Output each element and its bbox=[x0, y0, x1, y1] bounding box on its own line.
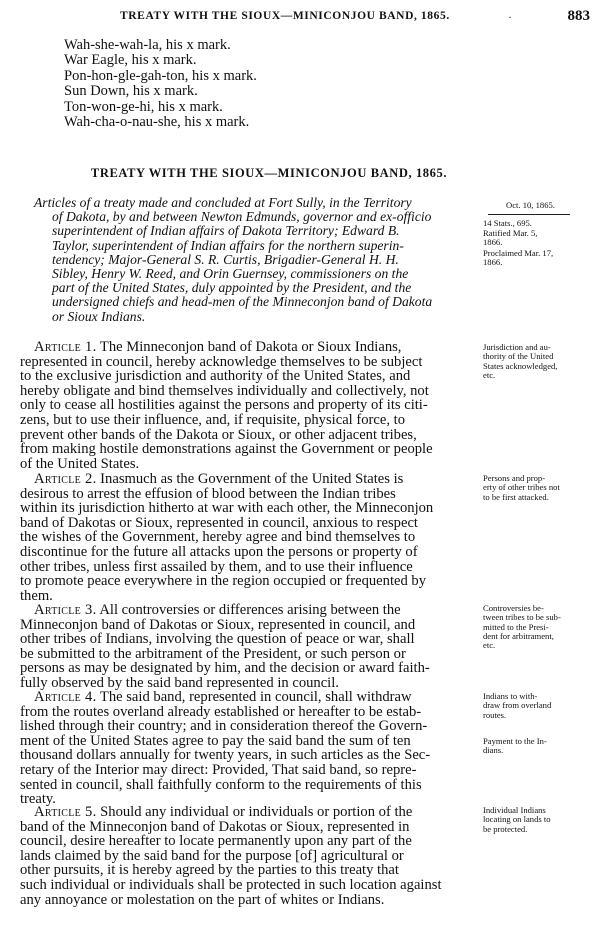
margin-line: Persons and prop- bbox=[483, 473, 546, 483]
margin-line: draw from overland bbox=[483, 700, 552, 711]
preamble-line: undersigned chiefs and head-men of the Minneconjon band of Dakota bbox=[52, 294, 433, 310]
margin-line: erty of other tribes not bbox=[483, 482, 560, 493]
margin-locating bbox=[483, 806, 595, 834]
article-1 bbox=[20, 340, 480, 471]
article-line: to the exclusive jurisdiction and authority of the United States, and bbox=[20, 368, 411, 385]
margin-line: States acknowledged, bbox=[483, 360, 558, 371]
article-line: prevent other bands of the Dakota or Sioux, or other adjacent tribes, bbox=[20, 426, 417, 443]
article-line: the wishes of the Government, hereby agree and bind themselves to bbox=[20, 529, 416, 546]
article-text: The said band, represented in council, shall withdraw bbox=[96, 689, 412, 705]
margin-line: dians. bbox=[483, 745, 504, 756]
margin-line: Individual Indians bbox=[483, 805, 546, 815]
margin-line: to be first attacked. bbox=[483, 491, 549, 502]
article-line: sented in council, shall faithfully conform to the requirements of this bbox=[20, 776, 422, 793]
article-first-line bbox=[20, 340, 480, 355]
article-line: persons as may be designated by him, and the decision or award faith- bbox=[20, 660, 430, 677]
article-line: band of Dakotas or Sioux, represented in council, anxious to respect bbox=[20, 514, 418, 531]
article-first-line bbox=[20, 603, 480, 618]
article-line: fully observed by the said band represented in council. bbox=[20, 674, 339, 691]
article-line: only to cease all hostilities against the persons and property of its citi- bbox=[20, 397, 428, 414]
running-header bbox=[60, 10, 590, 28]
margin-line: be protected. bbox=[483, 823, 528, 834]
article-label: Article 1. bbox=[34, 339, 97, 355]
margin-date-text: Oct. 10, 1865. bbox=[506, 200, 555, 210]
article-line: council, desire hereafter to locate permanently upon any part of the bbox=[20, 833, 412, 850]
article-line: hereby obligate and bind themselves individually and collectively, not bbox=[20, 382, 429, 399]
article-line: thousand dollars annually for twenty years, in such articles as the Sec- bbox=[20, 747, 431, 764]
margin-stats bbox=[483, 219, 595, 228]
article-first-line bbox=[20, 805, 480, 820]
article-text: Should any individual or individuals or portion of the bbox=[96, 804, 413, 820]
preamble-line: tendency; Major-General S. R. Curtis, Brigadier-General H. H. bbox=[52, 251, 399, 267]
preamble-line: Articles of a treaty made and concluded at Fort Sully, in the Territory bbox=[34, 195, 412, 210]
article-line: other tribes of Indians, involving the question of peace or war, shall bbox=[20, 631, 415, 648]
article-text: Inasmuch as the Government of the United States is bbox=[96, 471, 404, 487]
margin-line: Jurisdiction and au- bbox=[483, 342, 551, 352]
signature-line: Pon-hon-gle-gah-ton, his x mark. bbox=[64, 67, 257, 84]
header-title: TREATY WITH THE SIOUX—MINICONJOU BAND, 1865. bbox=[120, 10, 450, 22]
treaty-title: TREATY WITH THE SIOUX—MINICONJOU BAND, 1865. bbox=[90, 166, 448, 180]
article-line: discontinue for the future all attacks upon the persons or property of bbox=[20, 543, 418, 560]
margin-line: Indians to with- bbox=[483, 691, 538, 701]
article-text: All controversies or differences arising between the bbox=[96, 602, 401, 618]
article-4 bbox=[20, 690, 480, 807]
article-first-line bbox=[20, 472, 480, 487]
article-first-line bbox=[20, 690, 480, 705]
article-line: to promote peace everywhere in the region occupied or frequented by bbox=[20, 573, 427, 590]
margin-line: 1866. bbox=[483, 257, 503, 268]
article-line: from the routes overland already established or hereafter to be estab- bbox=[20, 703, 422, 720]
article-line: zens, but to use their influence, and, if requisite, physical force, to bbox=[20, 411, 405, 428]
article-line: represented in council, hereby acknowledge themselves to be subject bbox=[20, 353, 423, 370]
article-line: treaty. bbox=[20, 791, 56, 808]
signature-line: Sun Down, his x mark. bbox=[64, 83, 198, 100]
preamble-line: Sibley, Henry W. Reed, and Orin Guernsey, commissioners on the bbox=[52, 266, 409, 282]
margin-line: locating on lands to bbox=[483, 814, 551, 825]
preamble-line: of Dakota, by and between Newton Edmunds, governor and ex-officio bbox=[52, 209, 432, 225]
article-label: Article 5. bbox=[34, 804, 97, 820]
article-line: other pursuits, it is hereby agreed by the parties to this treaty that bbox=[20, 862, 399, 879]
margin-payment bbox=[483, 737, 595, 756]
article-line: be submitted to the arbitrament of the President, or such person or bbox=[20, 645, 406, 662]
article-label: Article 3. bbox=[34, 602, 97, 618]
article-line: Minneconjon band of Dakotas or Sioux, represented in council, and bbox=[20, 616, 416, 633]
margin-line: etc. bbox=[483, 369, 496, 380]
margin-line: Proclaimed Mar. 17, bbox=[483, 248, 554, 258]
margin-line: Ratified Mar. 5, bbox=[483, 228, 538, 238]
margin-line: tween tribes to be sub- bbox=[483, 612, 561, 623]
header-separator: · bbox=[508, 10, 512, 24]
margin-line: etc. bbox=[483, 640, 496, 651]
article-text: The Minneconjon band of Dakota or Sioux Indians, bbox=[96, 339, 402, 355]
article-line: from making hostile demonstrations against the Government or people bbox=[20, 441, 433, 458]
article-line: other tribes, unless first assailed by them, and to use their influence bbox=[20, 558, 413, 575]
margin-jurisdiction bbox=[483, 343, 595, 380]
article-line: retary of the Interior may direct: Provided, That said band, so repre- bbox=[20, 761, 417, 778]
margin-persons bbox=[483, 474, 595, 502]
article-line: within its jurisdiction hitherto at war with each other, the Minneconjon bbox=[20, 500, 434, 517]
margin-line: mitted to the Presi- bbox=[483, 621, 549, 632]
article-line: such individual or individuals shall be protected in such location against bbox=[20, 876, 442, 893]
signature-line: Wah-she-wah-la, his x mark. bbox=[64, 37, 231, 53]
article-line: any annoyance or molestation on the part of whites or Indians. bbox=[20, 891, 385, 908]
margin-withdraw bbox=[483, 692, 595, 720]
article-label: Article 2. bbox=[34, 471, 97, 487]
page-number: 883 bbox=[567, 8, 590, 24]
margin-line: dent for arbitrament, bbox=[483, 630, 554, 641]
preamble-line: Taylor, superintendent of Indian affairs for the northern superin- bbox=[52, 237, 404, 253]
margin-rule bbox=[488, 214, 570, 215]
margin-controversies bbox=[483, 604, 595, 650]
signature-list bbox=[64, 38, 257, 130]
article-3 bbox=[20, 603, 480, 691]
signature-line: Ton-won-ge-hi, his x mark. bbox=[64, 98, 223, 115]
margin-line: 1866. bbox=[483, 237, 503, 248]
article-line: desirous to arrest the effusion of blood between the Indian tribes bbox=[20, 485, 396, 502]
margin-line: thority of the United bbox=[483, 351, 554, 362]
article-line: lished through their country; and in consideration thereof the Govern- bbox=[20, 718, 428, 735]
margin-line: Payment to the In- bbox=[483, 736, 547, 746]
article-line: ment of the United States agree to pay the said band the sum of ten bbox=[20, 732, 411, 749]
preamble-line: superintendent of Indian affairs of Dakota Territory; Edward B. bbox=[52, 223, 400, 239]
margin-proclaimed bbox=[483, 249, 595, 268]
article-line: lands claimed by the said band for the purpose [of] agricultural or bbox=[20, 847, 404, 864]
margin-line: routes. bbox=[483, 709, 507, 720]
article-2 bbox=[20, 472, 480, 603]
preamble bbox=[34, 196, 480, 324]
article-line: them. bbox=[20, 587, 53, 604]
article-label: Article 4. bbox=[34, 689, 97, 705]
preamble-line: or Sioux Indians. bbox=[52, 308, 146, 324]
margin-line: Controversies be- bbox=[483, 603, 544, 613]
signature-line: Wah-cha-o-nau-she, his x mark. bbox=[64, 114, 250, 131]
preamble-line: part of the United States, duly appointed by the President, and the bbox=[52, 280, 412, 296]
article-line: band of the Minneconjon band of Dakotas or Sioux, represented in bbox=[20, 818, 410, 835]
margin-ratified bbox=[483, 229, 595, 248]
article-line: of the United States. bbox=[20, 455, 140, 472]
article-5 bbox=[20, 805, 480, 907]
margin-date bbox=[506, 201, 600, 210]
margin-stats-text: 14 Stats., 695. bbox=[483, 218, 532, 228]
signature-line: War Eagle, his x mark. bbox=[64, 52, 197, 69]
